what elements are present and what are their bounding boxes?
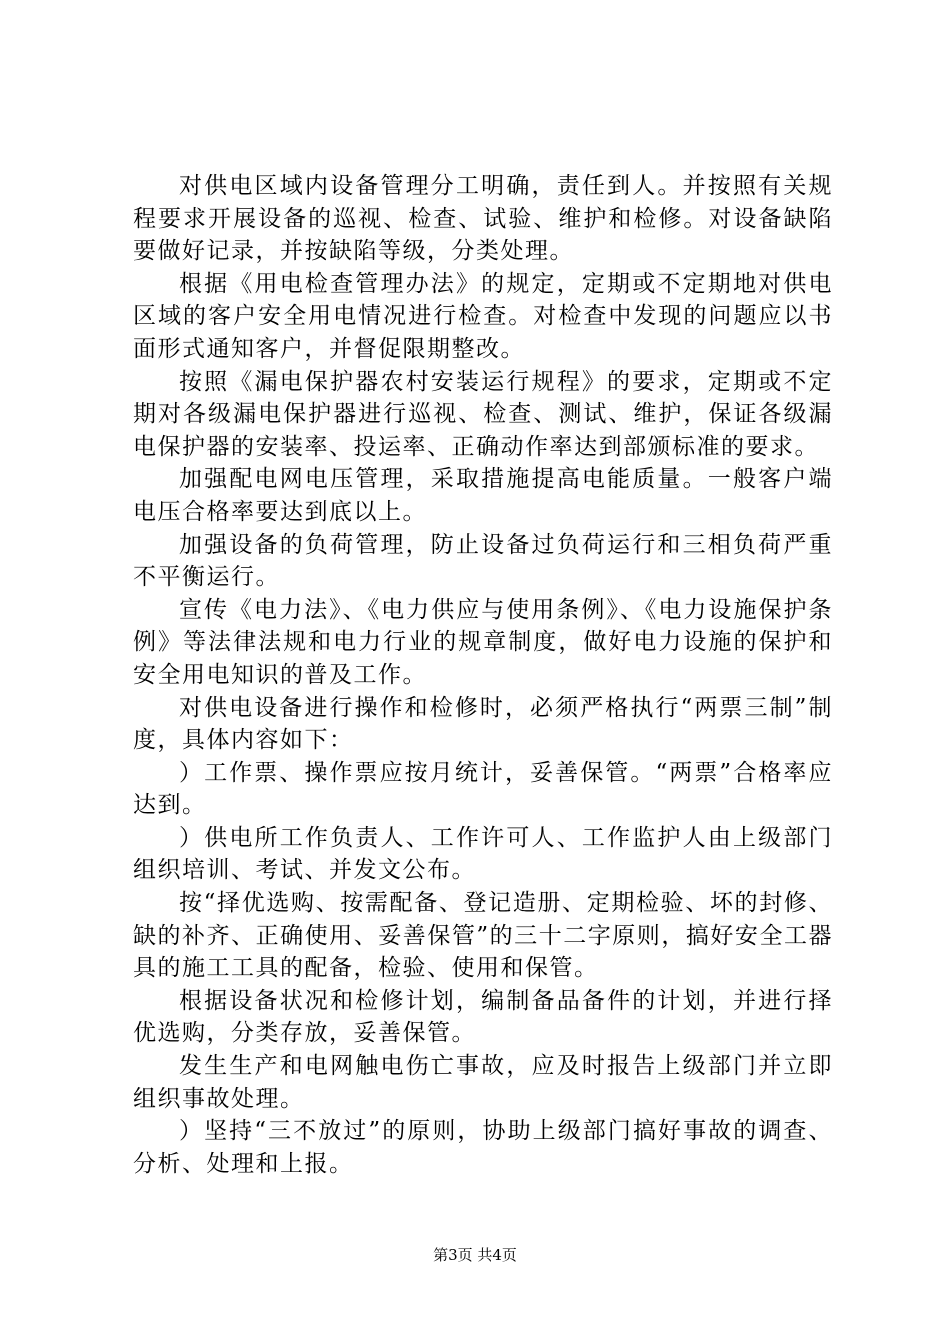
paragraph: 根据《用电检查管理办法》的规定，定期或不定期地对供电区域的客户安全用电情况进行检查。对检查中发现的问题应以书面形式通知客户，并督促限期整改。 [133, 270, 833, 362]
paragraph: ）工作票、操作票应按月统计，妥善保管。“两票”合格率应达到。 [133, 759, 833, 819]
paragraph: 宣传《电力法》、《电力供应与使用条例》、《电力设施保护条例》等法律法规和电力行业的规章制度，做好电力设施的保护和安全用电知识的普及工作。 [133, 596, 833, 688]
paragraph: ）坚持“三不放过”的原则，协助上级部门搞好事故的调查、分析、处理和上报。 [133, 1118, 833, 1177]
paragraph: ）供电所工作负责人、工作许可人、工作监护人由上级部门组织培训、考试、并发文公布。 [133, 824, 833, 884]
paragraph: 加强配电网电压管理，采取措施提高电能质量。一般客户端电压合格率要达到底以上。 [133, 466, 833, 525]
page-number-indicator: 第3页 共4页 [433, 1246, 517, 1264]
paragraph: 按照《漏电保护器农村安装运行规程》的要求，定期或不定期对各级漏电保护器进行巡视、检查、测试、维护，保证各级漏电保护器的安装率、投运率、正确动作率达到部颁标准的要求。 [133, 368, 833, 460]
paragraph: 根据设备状况和检修计划，编制备品备件的计划，并进行择优选购，分类存放，妥善保管。 [133, 987, 833, 1047]
paragraph: 按“择优选购、按需配备、登记造册、定期检验、坏的封修、缺的补齐、正确使用、妥善保管”的三十二字原则，搞好安全工器具的施工工具的配备，检验、使用和保管。 [133, 890, 833, 982]
paragraph: 发生生产和电网触电伤亡事故，应及时报告上级部门并立即组织事故处理。 [133, 1053, 833, 1112]
paragraph: 对供电设备进行操作和检修时，必须严格执行“两票三制”制度，具体内容如下： [133, 694, 833, 754]
paragraph: 对供电区域内设备管理分工明确，责任到人。并按照有关规程要求开展设备的巡视、检查、试验、维护和检修。对设备缺陷要做好记录，并按缺陷等级，分类处理。 [133, 173, 833, 265]
paragraph: 加强设备的负荷管理，防止设备过负荷运行和三相负荷严重不平衡运行。 [133, 531, 833, 591]
document-body [133, 170, 833, 1180]
page-footer [0, 1244, 950, 1265]
